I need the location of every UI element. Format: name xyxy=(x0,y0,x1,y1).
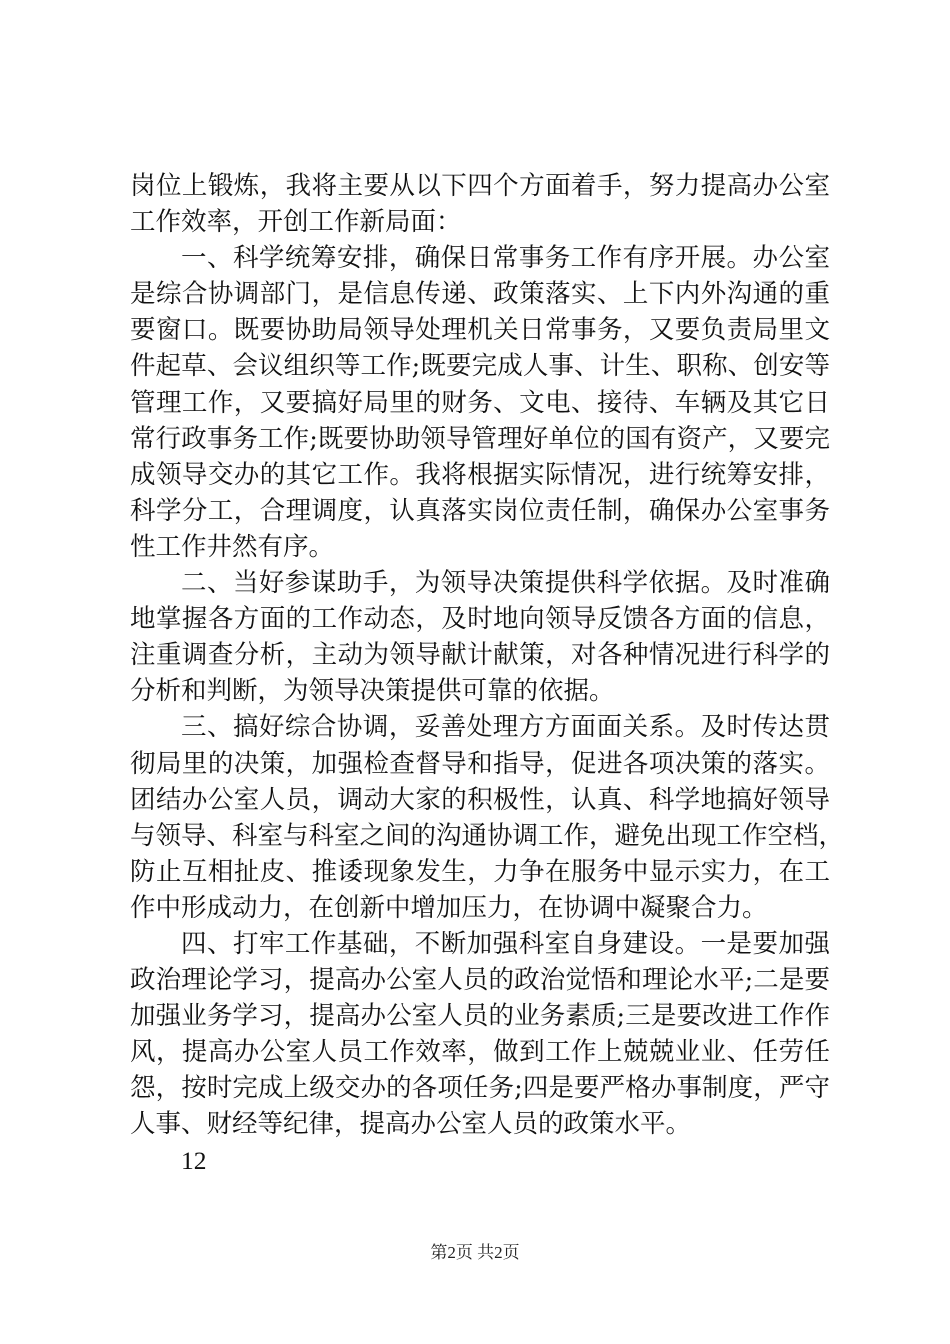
text-line: 加强业务学习，提高办公室人员的业务素质;三是要改进工作作 xyxy=(130,1001,830,1032)
text-line: 与领导、科室与科室之间的沟通协调工作，避免出现工作空档， xyxy=(130,820,845,851)
text-line: 彻局里的决策，加强检查督导和指导，促进各项决策的落实。 xyxy=(130,748,830,779)
text-line: 常行政事务工作;既要协助领导管理好单位的国有资产，又要完 xyxy=(130,423,830,454)
text-line: 件起草、会议组织等工作;既要完成人事、计生、职称、创安等 xyxy=(130,351,830,382)
text-line: 科学分工，合理调度，认真落实岗位责任制，确保办公室事务 xyxy=(130,495,830,526)
trailing-number: 12 xyxy=(181,1145,207,1175)
text-line: 性工作井然有序。 xyxy=(130,531,335,562)
document-body xyxy=(130,168,845,1179)
text-line: 团结办公室人员，调动大家的积极性，认真、科学地搞好领导 xyxy=(130,784,830,815)
text-line: 人事、财经等纪律，提高办公室人员的政策水平。 xyxy=(130,1109,692,1140)
paragraph-start-line: 四、打牢工作基础，不断加强科室自身建设。一是要加强 xyxy=(181,928,830,959)
text-line: 作中形成动力，在创新中增加压力，在协调中凝聚合力。 xyxy=(130,892,768,923)
text-line: 地掌握各方面的工作动态，及时地向领导反馈各方面的信息， xyxy=(130,604,830,635)
text-line: 是综合协调部门，是信息传递、政策落实、上下内外沟通的重 xyxy=(130,279,830,310)
text-line: 风，提高办公室人员工作效率，做到工作上兢兢业业、任劳任 xyxy=(130,1037,830,1068)
paragraph-start-line: 二、当好参谋助手，为领导决策提供科学依据。及时准确 xyxy=(181,568,830,599)
text-line: 岗位上锻炼，我将主要从以下四个方面着手，努力提高办公室 xyxy=(130,171,830,201)
text-line: 注重调查分析，主动为领导献计献策，对各种情况进行科学的 xyxy=(130,640,830,671)
text-line: 要窗口。既要协助局领导处理机关日常事务，又要负责局里文 xyxy=(130,315,830,346)
text-line: 管理工作，又要搞好局里的财务、文电、接待、车辆及其它日 xyxy=(130,387,830,418)
text-line: 工作效率，开创工作新局面： xyxy=(130,207,462,238)
text-line: 分析和判断，为领导决策提供可靠的依据。 xyxy=(130,676,615,707)
paragraph-start-line: 三、搞好综合协调，妥善处理方方面面关系。及时传达贯 xyxy=(181,712,830,743)
text-line: 成领导交办的其它工作。我将根据实际情况，进行统筹安排， xyxy=(130,459,830,490)
paragraph-start-line: 一、科学统筹安排，确保日常事务工作有序开展。办公室 xyxy=(181,243,830,274)
text-line: 怨，按时完成上级交办的各项任务;四是要严格办事制度，严守 xyxy=(130,1073,830,1104)
page-footer: 第2页 共2页 xyxy=(430,1243,520,1262)
text-line: 防止互相扯皮、推诿现象发生，力争在服务中显示实力，在工 xyxy=(130,856,830,887)
text-line: 政治理论学习，提高办公室人员的政治觉悟和理论水平;二是要 xyxy=(130,965,830,996)
